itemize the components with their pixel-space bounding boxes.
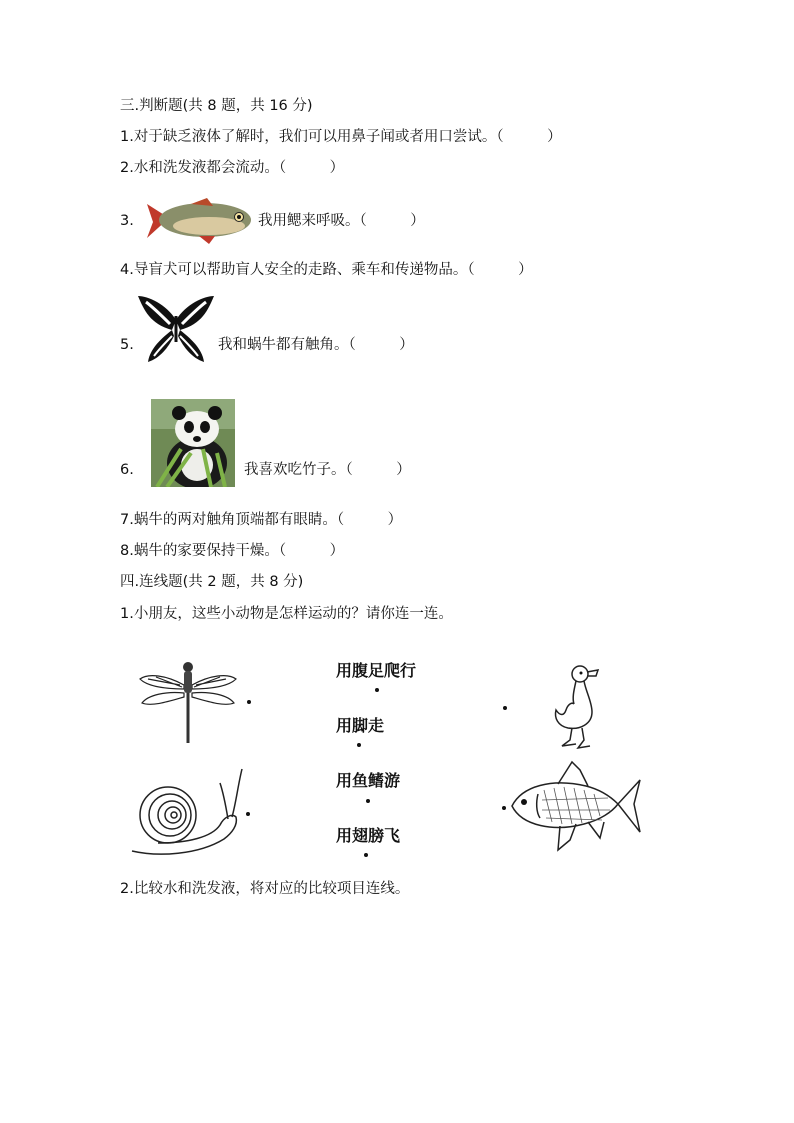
snail-icon xyxy=(128,765,246,857)
question-3-3-number: 3. xyxy=(120,213,134,229)
option-abdominal-foot-crawl: 用腹足爬行 xyxy=(336,661,417,680)
question-3-5-text: 我和蜗牛都有触角。（ ） xyxy=(218,337,414,353)
section-3-title: 三.判断题(共 8 题，共 16 分) xyxy=(120,98,313,114)
dragonfly-icon xyxy=(136,657,240,745)
question-3-4: 4.导盲犬可以帮助盲人安全的走路、乘车和传递物品。（ ） xyxy=(120,262,533,278)
question-4-2: 2.比较水和洗发液，将对应的比较项目连线。 xyxy=(120,881,410,897)
option-fly-with-wings: 用翅膀飞 xyxy=(336,826,401,845)
question-3-1: 1.对于缺乏液体了解时，我们可以用鼻子闻或者用口尝试。（ ） xyxy=(120,129,562,145)
question-3-8: 8.蜗牛的家要保持干燥。（ ） xyxy=(120,543,345,559)
fish-dot[interactable] xyxy=(502,806,506,810)
question-3-6-number: 6. xyxy=(120,462,134,478)
snail-dot[interactable] xyxy=(246,812,250,816)
option-walk-with-feet: 用脚走 xyxy=(336,716,385,735)
panda-photo xyxy=(151,399,235,487)
fish-photo xyxy=(139,198,257,244)
duck-icon xyxy=(552,664,602,750)
fish-drawing-icon xyxy=(508,760,644,854)
dragonfly-dot[interactable] xyxy=(247,700,251,704)
option-swim-with-fins: 用鱼鳍游 xyxy=(336,771,401,790)
section-4-title: 四.连线题(共 2 题，共 8 分) xyxy=(120,574,304,590)
option-2-dot[interactable] xyxy=(357,743,361,747)
question-3-3-text: 我用鳃来呼吸。（ ） xyxy=(258,213,425,229)
option-3-dot[interactable] xyxy=(366,799,370,803)
question-3-6-text: 我喜欢吃竹子。（ ） xyxy=(244,462,411,478)
question-3-5-number: 5. xyxy=(120,337,134,353)
butterfly-icon xyxy=(136,294,216,366)
question-3-2: 2.水和洗发液都会流动。（ ） xyxy=(120,160,345,176)
question-3-7: 7.蜗牛的两对触角顶端都有眼睛。（ ） xyxy=(120,512,403,528)
option-1-dot[interactable] xyxy=(375,688,379,692)
duck-dot[interactable] xyxy=(503,706,507,710)
option-4-dot[interactable] xyxy=(364,853,368,857)
question-4-1: 1.小朋友，这些小动物是怎样运动的？请你连一连。 xyxy=(120,606,453,622)
